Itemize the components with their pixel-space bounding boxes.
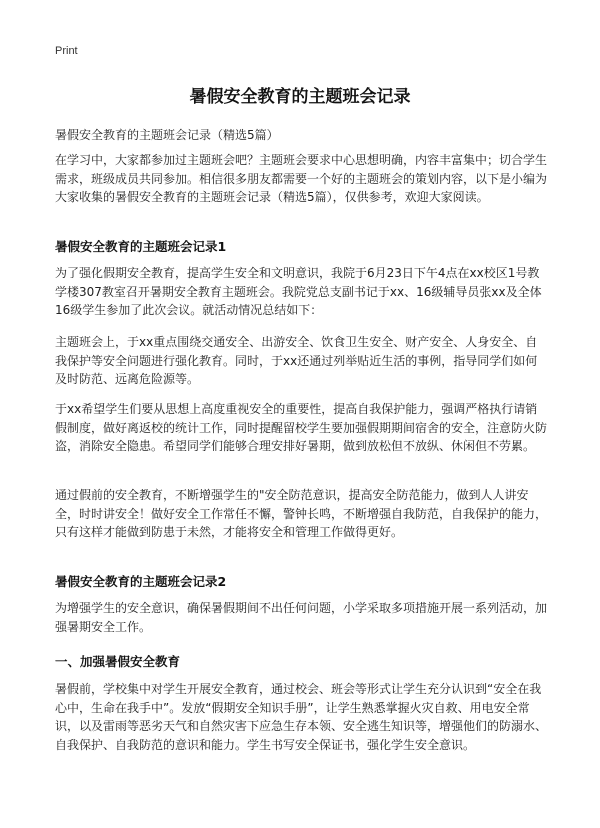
section-2-paragraph-2: 暑假前，学校集中对学生开展安全教育，通过校会、班会等形式让学生充分认识到“安全在我心中，生命在我手中”。发放“假期安全知识手册”，让学生熟悉掌握火灾自救、用电安全常识，以及雷雨等恶劣天气和自然灾害下应急生存本领、安全逃生知识等，增强他们的防溺水、自我保护、自我防范的意识和能力。学生书写安全保证书，强化学生安全意识。 [55, 682, 548, 752]
section-1-paragraph-2: 主题班会上，于xx重点围绕交通安全、出游安全、饮食卫生安全、财产安全、人身安全、自我保护等安全问题进行强化教育。同时，于xx还通过列举贴近生活的事例，指导同学们如何及时防范、远离危险源等。 [55, 335, 538, 387]
section-2-heading: 暑假安全教育的主题班会记录2 [55, 574, 227, 589]
intro-paragraph: 在学习中，大家都参加过主题班会吧？主题班会要求中心思想明确，内容丰富集中；切合学生需求，班级成员共同参加。相信很多朋友都需要一个好的主题班会的策划内容，以下是小编为大家收集的暑假安全教育的主题班会记录（精选5篇），仅供参考，欢迎大家阅读。 [55, 153, 548, 205]
section-1-paragraph-3: 于xx希望学生们要从思想上高度重视安全的重要性，提高自我保护能力，强调严格执行请销假制度，做好离返校的统计工作，同时提醒留校学生要加强假期期间宿舍的安全，注意防火防盗，消除安全隐患。希望同学们能够合理安排好暑期，做到放松但不放纵、休闲但不劳累。 [55, 402, 548, 454]
section-1-paragraph-4: 通过假前的安全教育，不断增强学生的"安全防范意识，提高安全防范能力，做到人人讲安全，时时讲安全！做好安全工作常任不懈，警钟长鸣，不断增强自我防范，自我保护的能力，只有这样才能做到防患于未然，才能将安全和管理工作做得更好。 [55, 488, 548, 540]
print-link[interactable]: Print [55, 45, 78, 57]
section-2-paragraph-1: 为增强学生的安全意识，确保暑假期间不出任何问题，小学采取多项措施开展一系列活动，加强暑期安全工作。 [55, 601, 548, 634]
document-subtitle: 暑假安全教育的主题班会记录（精选5篇） [55, 128, 279, 142]
section-2-subheading: 一、加强暑假安全教育 [55, 654, 181, 669]
section-1-heading: 暑假安全教育的主题班会记录1 [55, 239, 227, 254]
section-1-paragraph-1: 为了强化假期安全教育，提高学生安全和文明意识，我院于6月23日下午4点在xx校区1号教学楼307教室召开暑期安全教育主题班会。我院党总支副书记于xx、16级辅导员张xx及全体16级学生参加了此次会议。就活动情况总结如下： [55, 266, 542, 318]
page-title: 暑假安全教育的主题班会记录 [189, 87, 411, 107]
